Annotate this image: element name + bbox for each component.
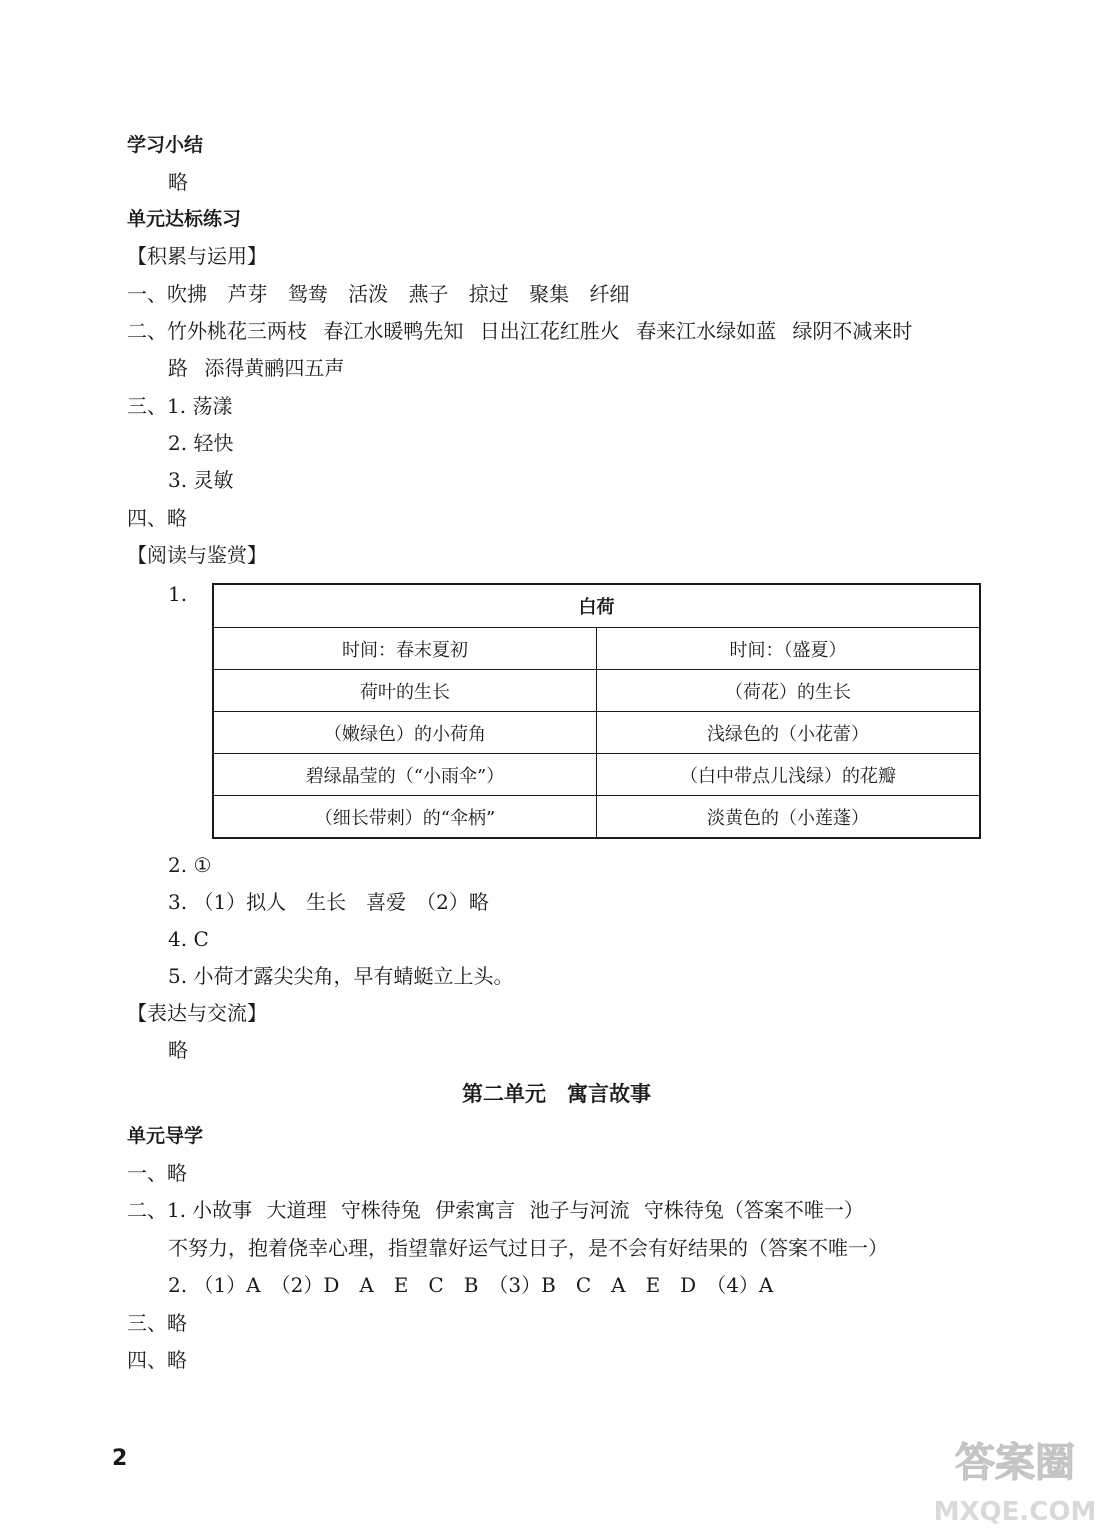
section-reading: 【阅读与鉴赏】 bbox=[127, 543, 267, 567]
table-cell: （白中带点儿浅绿）的花瓣 bbox=[597, 754, 981, 796]
answer-word: 守株待兔（答案不唯一） bbox=[643, 1198, 864, 1222]
question-3-item-3 bbox=[168, 466, 233, 494]
table-title: 白荷 bbox=[213, 584, 980, 628]
answer-word: 池子与河流 bbox=[529, 1198, 630, 1222]
table-cell: 时间：春末夏初 bbox=[213, 628, 597, 670]
table-cell: 时间：（盛夏） bbox=[597, 628, 981, 670]
table-cell: 荷叶的生长 bbox=[213, 670, 597, 712]
table-cell: （荷花）的生长 bbox=[597, 670, 981, 712]
table-cell: （细长带刺）的“伞柄” bbox=[213, 796, 597, 839]
answer-word: 伊索寓言 bbox=[435, 1198, 516, 1222]
item-number: 3. bbox=[168, 468, 188, 492]
table-row bbox=[213, 628, 980, 670]
question-number: 二、1. bbox=[127, 1198, 187, 1222]
watermark-logo bbox=[920, 1428, 1110, 1534]
reading-q1-number: 1. bbox=[168, 582, 188, 606]
table-row bbox=[213, 712, 980, 754]
poem-line: 添得黄鹂四五声 bbox=[204, 356, 345, 380]
item-number: 4. bbox=[168, 927, 188, 951]
word: 芦芽 bbox=[227, 282, 268, 306]
guide-q3: 三、略 bbox=[127, 1311, 187, 1335]
svg-text:MXQE.COM: MXQE.COM bbox=[933, 1497, 1097, 1527]
question-1 bbox=[127, 280, 630, 308]
table-row bbox=[213, 796, 980, 839]
table-cell: 碧绿晶莹的（“小雨伞”） bbox=[213, 754, 597, 796]
reading-q3 bbox=[168, 888, 489, 916]
table-cell: 浅绿色的（小花蕾） bbox=[597, 712, 981, 754]
answer-word: 小故事 bbox=[192, 1198, 253, 1222]
poem-line: 春来江水绿如蓝 bbox=[636, 319, 777, 343]
word: 鸳鸯 bbox=[287, 282, 328, 306]
word: 纤细 bbox=[589, 282, 630, 306]
summary-answer: 略 bbox=[168, 170, 188, 194]
question-4: 四、略 bbox=[127, 506, 187, 530]
guide-q1: 一、略 bbox=[127, 1161, 187, 1185]
answer-word: 守株待兔 bbox=[340, 1198, 421, 1222]
table-cell: 淡黄色的（小莲蓬） bbox=[597, 796, 981, 839]
reading-q5 bbox=[168, 962, 513, 990]
question-number: 二、 bbox=[127, 319, 167, 343]
item-text: 小荷才露尖尖角，早有蜻蜓立上头。 bbox=[193, 964, 514, 988]
unit-practice-heading: 单元达标练习 bbox=[127, 208, 242, 230]
item-text: C bbox=[193, 927, 209, 951]
item-text: 荡漾 bbox=[192, 394, 233, 418]
item-text: 灵敏 bbox=[193, 468, 234, 492]
guide-q4: 四、略 bbox=[127, 1348, 187, 1372]
svg-text:答案圈: 答案圈 bbox=[955, 1440, 1075, 1486]
table-row bbox=[213, 670, 980, 712]
guide-q2-line1 bbox=[127, 1196, 864, 1224]
table-cell: （嫩绿色）的小荷角 bbox=[213, 712, 597, 754]
item-text: ① bbox=[193, 853, 212, 877]
item-number: 3. bbox=[168, 890, 188, 914]
baihe-table bbox=[212, 583, 981, 839]
unit2-title: 第二单元 寓言故事 bbox=[462, 1082, 651, 1106]
word: 聚集 bbox=[529, 282, 570, 306]
reading-q2 bbox=[168, 851, 211, 879]
word: 活泼 bbox=[348, 282, 389, 306]
question-number: 一、 bbox=[127, 282, 167, 306]
question-number: 三、 bbox=[127, 394, 167, 418]
item-text: （1）拟人 生长 喜爱 （2）略 bbox=[193, 890, 489, 914]
summary-heading: 学习小结 bbox=[127, 134, 204, 156]
expression-answer: 略 bbox=[168, 1038, 188, 1062]
answer-word: 大道理 bbox=[266, 1198, 327, 1222]
poem-line: 竹外桃花三两枝 bbox=[167, 319, 307, 343]
word: 掠过 bbox=[468, 282, 509, 306]
section-accumulation: 【积累与运用】 bbox=[127, 244, 267, 268]
poem-line: 路 bbox=[168, 356, 188, 380]
table-row bbox=[213, 754, 980, 796]
question-3-item-1 bbox=[127, 392, 232, 420]
word: 燕子 bbox=[408, 282, 449, 306]
item-number: 2. bbox=[168, 431, 188, 455]
item-number: 2. bbox=[168, 853, 188, 877]
question-2-line1 bbox=[127, 317, 912, 345]
question-3-item-2 bbox=[168, 429, 233, 457]
section-expression: 【表达与交流】 bbox=[127, 1001, 267, 1025]
item-text: 轻快 bbox=[193, 431, 234, 455]
unit-guide-heading: 单元导学 bbox=[127, 1125, 204, 1147]
question-2-line2 bbox=[168, 354, 344, 382]
poem-line: 绿阴不减来时 bbox=[792, 319, 913, 343]
poem-line: 日出江花红胜火 bbox=[479, 319, 620, 343]
item-number: 5. bbox=[168, 964, 188, 988]
guide-q2-part2: 2. （1）A （2）D A E C B （3）B C A E D （4）A bbox=[168, 1273, 774, 1297]
poem-line: 春江水暖鸭先知 bbox=[323, 319, 464, 343]
word: 吹拂 bbox=[167, 282, 207, 306]
reading-q4 bbox=[168, 925, 209, 953]
guide-q2-line2: 不努力，抱着侥幸心理，指望靠好运气过日子，是不会有好结果的（答案不唯一） bbox=[168, 1236, 888, 1260]
page-number: 2 bbox=[112, 1446, 128, 1471]
item-number: 1. bbox=[167, 394, 187, 418]
